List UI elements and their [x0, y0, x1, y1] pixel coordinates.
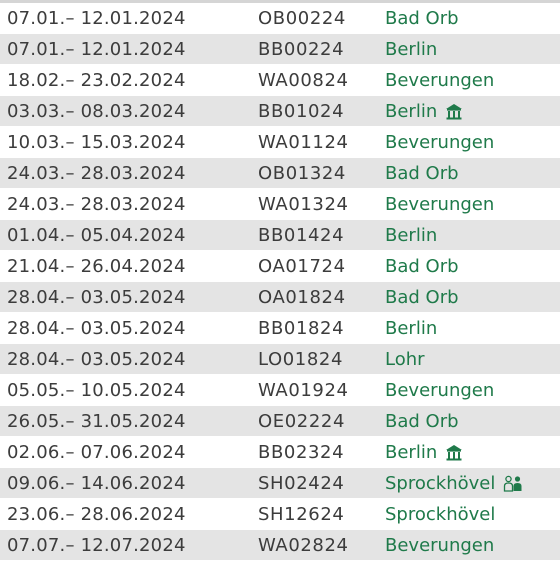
row-course-code: SH12624 — [258, 504, 345, 525]
row-dates: 03.03.– 08.03.2024 — [7, 101, 186, 122]
row-dates: 07.01.– 12.01.2024 — [7, 8, 186, 29]
row-location — [385, 282, 459, 313]
row-location — [385, 65, 494, 96]
row-location — [385, 220, 437, 251]
row-location — [385, 189, 494, 220]
row-location-label: Lohr — [385, 349, 425, 370]
row-course-code: BB00224 — [258, 39, 345, 60]
row-course-code: OA01824 — [258, 287, 346, 308]
row-location-label: Berlin — [385, 318, 438, 339]
row-course-code: BB01024 — [258, 101, 345, 122]
building-icon — [445, 103, 463, 121]
table-row — [0, 406, 560, 437]
row-location-label: Bad Orb — [385, 256, 459, 277]
row-dates: 05.05.– 10.05.2024 — [7, 380, 186, 401]
row-dates: 10.03.– 15.03.2024 — [7, 132, 186, 153]
table-row — [0, 282, 560, 313]
row-dates: 07.01.– 12.01.2024 — [7, 39, 186, 60]
row-dates: 02.06.– 07.06.2024 — [7, 442, 186, 463]
row-dates: 28.04.– 03.05.2024 — [7, 287, 186, 308]
row-dates: 01.04.– 05.04.2024 — [7, 225, 186, 246]
row-location — [385, 344, 425, 375]
row-course-code: SH02424 — [258, 473, 345, 494]
row-location-label: Sprockhövel — [385, 504, 496, 525]
row-location — [385, 375, 494, 406]
table-row — [0, 344, 560, 375]
row-dates: 28.04.– 03.05.2024 — [7, 318, 186, 339]
row-location-label: Beverungen — [385, 132, 495, 153]
table-row — [0, 530, 560, 561]
row-course-code: OB00224 — [258, 8, 346, 29]
row-location-label: Beverungen — [385, 70, 495, 91]
row-dates: 21.04.– 26.04.2024 — [7, 256, 186, 277]
row-location-label: Beverungen — [385, 194, 495, 215]
table-row — [0, 96, 560, 127]
row-course-code: WA01924 — [258, 380, 349, 401]
row-location — [385, 158, 459, 189]
row-location — [385, 251, 459, 282]
row-course-code: BB01424 — [258, 225, 345, 246]
row-course-code: BB02324 — [258, 442, 345, 463]
row-location-label: Beverungen — [385, 535, 495, 556]
row-course-code: BB01824 — [258, 318, 345, 339]
people-icon — [503, 475, 523, 493]
table-row — [0, 34, 560, 65]
row-location-label: Bad Orb — [385, 411, 459, 432]
row-dates: 26.05.– 31.05.2024 — [7, 411, 186, 432]
row-dates: 07.07.– 12.07.2024 — [7, 535, 186, 556]
row-location — [385, 406, 459, 437]
row-location-label: Berlin — [385, 442, 438, 463]
table-row — [0, 158, 560, 189]
table-row — [0, 3, 560, 34]
table-row — [0, 375, 560, 406]
row-dates: 09.06.– 14.06.2024 — [7, 473, 186, 494]
row-course-code: WA00824 — [258, 70, 349, 91]
row-location — [385, 313, 437, 344]
row-location — [385, 3, 459, 34]
row-dates: 24.03.– 28.03.2024 — [7, 163, 186, 184]
table-row — [0, 313, 560, 344]
row-location-label: Bad Orb — [385, 8, 459, 29]
row-location — [385, 96, 463, 127]
row-location-label: Berlin — [385, 39, 438, 60]
row-location — [385, 437, 463, 468]
row-dates: 28.04.– 03.05.2024 — [7, 349, 186, 370]
row-course-code: OB01324 — [258, 163, 346, 184]
table-row — [0, 189, 560, 220]
row-course-code: LO01824 — [258, 349, 344, 370]
row-location-label: Sprockhövel — [385, 473, 496, 494]
row-course-code: OA01724 — [258, 256, 346, 277]
row-location — [385, 127, 494, 158]
row-location-label: Berlin — [385, 225, 438, 246]
table-row — [0, 468, 560, 499]
row-location-label: Bad Orb — [385, 287, 459, 308]
row-dates: 23.06.– 28.06.2024 — [7, 504, 186, 525]
row-course-code: WA02824 — [258, 535, 349, 556]
row-location — [385, 34, 437, 65]
row-dates: 24.03.– 28.03.2024 — [7, 194, 186, 215]
row-location — [385, 499, 495, 530]
row-location — [385, 468, 523, 499]
row-course-code: OE02224 — [258, 411, 346, 432]
row-location — [385, 530, 494, 561]
table-row — [0, 65, 560, 96]
row-dates: 18.02.– 23.02.2024 — [7, 70, 186, 91]
table-row — [0, 437, 560, 468]
row-location-label: Berlin — [385, 101, 438, 122]
table-row — [0, 499, 560, 530]
table-row — [0, 220, 560, 251]
row-course-code: WA01324 — [258, 194, 349, 215]
building-icon — [445, 444, 463, 462]
table-row — [0, 251, 560, 282]
row-location-label: Beverungen — [385, 380, 495, 401]
table-row — [0, 127, 560, 158]
row-location-label: Bad Orb — [385, 163, 459, 184]
row-course-code: WA01124 — [258, 132, 349, 153]
